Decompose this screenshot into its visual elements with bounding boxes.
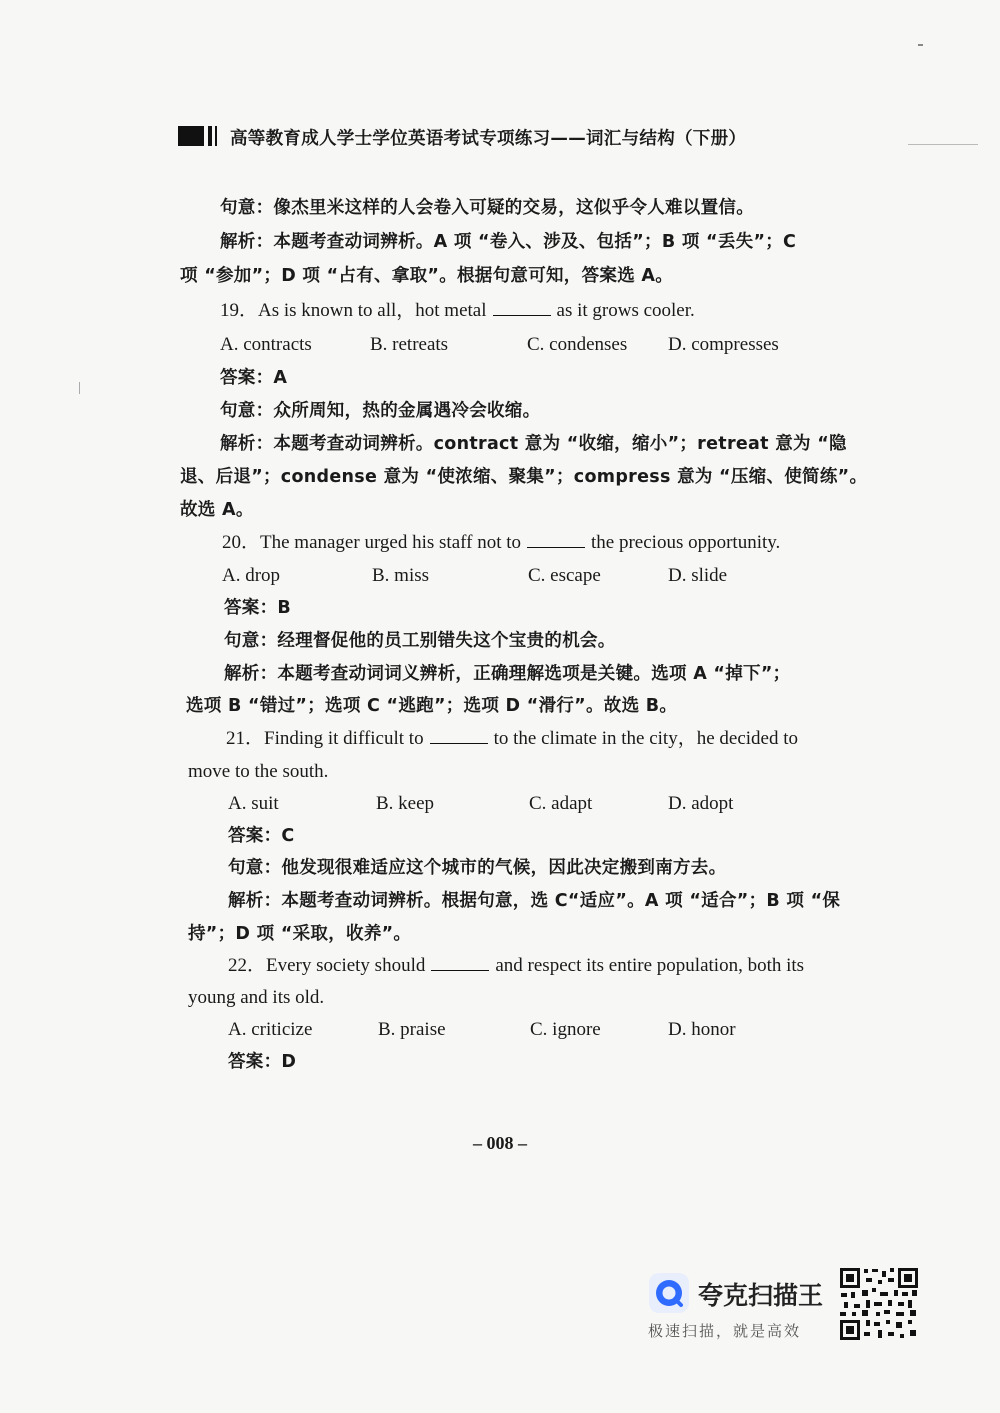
analysis-line: 解析：本题考查动词辨析。contract 意为 “收缩，缩小”；retreat 意为 “隐 (220, 434, 847, 454)
option-a: A. contracts (220, 334, 312, 355)
analysis-line: 解析：本题考查动词辨析。A 项 “卷入、涉及、包括”；B 项 “丢失”；C (220, 232, 797, 252)
question-stem (226, 727, 798, 751)
question-stem-continued: young and its old. (188, 987, 325, 1008)
analysis-line: 项 “参加”；D 项 “占有、拿取”。根据句意可知，答案选 A。 (180, 266, 674, 286)
option-b: B. retreats (370, 334, 449, 355)
option-d: D. adopt (668, 793, 734, 814)
option-c: C. escape (528, 565, 601, 586)
stem-after: to the climate in the city，he decided to (493, 728, 799, 749)
stem-before: 19．As is known to all，hot metal (220, 300, 487, 321)
meaning-line: 句意：经理督促他的员工别错失这个宝贵的机会。 (224, 631, 616, 651)
option-c: C. condenses (527, 334, 628, 355)
question-stem (228, 954, 804, 978)
option-b: B. miss (372, 565, 430, 586)
answer-line: 答案：A (220, 368, 288, 388)
header-rule (908, 144, 978, 145)
answer-blank (430, 729, 488, 744)
analysis-line: 退、后退”；condense 意为 “使浓缩、聚集”；compress 意为 “压缩、使简练”。 (180, 467, 868, 487)
option-b: B. keep (376, 793, 435, 814)
watermark-subtitle: 极速扫描，就是高效 (648, 1322, 802, 1340)
stem-before: 22．Every society should (228, 955, 426, 976)
option-b: B. praise (378, 1019, 446, 1040)
scan-speck (918, 44, 923, 46)
stem-after: as it grows cooler. (556, 300, 695, 321)
meaning-line: 句意：众所周知，热的金属遇冷会收缩。 (220, 401, 541, 421)
option-d: D. slide (668, 565, 728, 586)
option-c: C. ignore (530, 1019, 601, 1040)
stem-before: 21．Finding it difficult to (226, 728, 424, 749)
analysis-line: 解析：本题考查动词词义辨析，正确理解选项是关键。选项 A “掉下”； (224, 664, 791, 684)
stem-before: 20．The manager urged his staff not to (222, 532, 522, 553)
option-c: C. adapt (529, 793, 593, 814)
watermark-title: 夸克扫描王 (698, 1281, 824, 1310)
analysis-line: 选项 B “错过”；选项 C “逃跑”；选项 D “滑行”。故选 B。 (186, 696, 678, 716)
header-bar-icon (178, 126, 226, 146)
scan-speck (79, 382, 80, 394)
answer-blank (527, 533, 585, 548)
answer-line: 答案：D (228, 1052, 297, 1072)
question-stem (222, 531, 780, 555)
answer-line: 答案：B (224, 598, 292, 618)
option-a: A. criticize (228, 1019, 313, 1040)
answer-line: 答案：C (228, 826, 295, 846)
header-title: 高等教育成人学士学位英语考试专项练习——词汇与结构（下册） (230, 129, 747, 149)
qr-code-icon (838, 1266, 920, 1342)
stem-after: and respect its entire population, both its (495, 955, 805, 976)
stem-after: the precious opportunity. (591, 532, 781, 553)
scanner-watermark (648, 1264, 928, 1344)
option-d: D. compresses (668, 334, 779, 355)
analysis-line: 持”；D 项 “采取，收养”。 (188, 924, 412, 944)
option-a: A. suit (228, 793, 279, 814)
page-number: – 008 – (473, 1133, 527, 1153)
meaning-line: 句意：像杰里米这样的人会卷入可疑的交易，这似乎令人难以置信。 (220, 198, 754, 218)
meaning-line: 句意：他发现很难适应这个城市的气候，因此决定搬到南方去。 (228, 858, 727, 878)
analysis-line: 故选 A。 (180, 500, 254, 520)
answer-blank (493, 301, 551, 316)
running-header (178, 124, 978, 150)
quark-logo-icon (648, 1272, 690, 1314)
question-stem-continued: move to the south. (188, 761, 329, 782)
answer-blank (431, 956, 489, 971)
option-d: D. honor (668, 1019, 736, 1040)
option-a: A. drop (222, 565, 281, 586)
question-stem (220, 299, 695, 323)
analysis-line: 解析：本题考查动词辨析。根据句意，选 C“适应”。A 项 “适合”；B 项 “保 (228, 891, 841, 911)
